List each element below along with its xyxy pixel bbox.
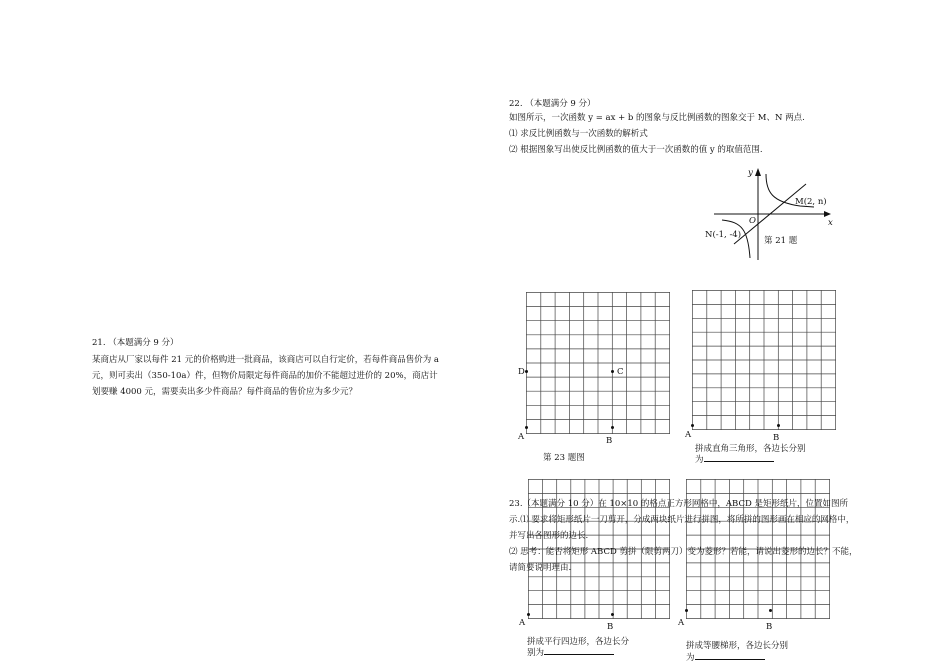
y-axis-label: y bbox=[748, 168, 753, 178]
grid-2-task-line2: 为 bbox=[695, 452, 774, 467]
point-a bbox=[525, 426, 528, 429]
point-d bbox=[525, 370, 528, 373]
q23-text: 23.（本题满分 10 分）在 10×10 的格点正方形网格中，ABCD 是矩形纸片，位置如图所示.⑴ 要求将矩形纸片一刀剪开，分成两块纸片进行拼图，将所拼的图形画在相应的网格中，并写出各图形的边长. bbox=[509, 499, 855, 541]
grid-1 bbox=[526, 292, 670, 434]
label-d: D bbox=[518, 367, 525, 377]
grid-2-task: 拼成直角三角形，各边长分别 bbox=[695, 444, 806, 454]
point-b bbox=[777, 424, 780, 427]
grid-2 bbox=[692, 290, 836, 430]
grid-caption: 第 23 题图 bbox=[543, 453, 585, 463]
q22-title: 22. （本题满分 9 分） bbox=[509, 99, 596, 109]
point-b bbox=[769, 609, 772, 612]
point-m-label: M(2, n) bbox=[795, 197, 827, 207]
point-a bbox=[685, 609, 688, 612]
answer-blank bbox=[544, 645, 614, 655]
label-b: B bbox=[607, 622, 614, 632]
label-a: A bbox=[519, 618, 526, 628]
grid-3-task-line2: 别为 bbox=[527, 645, 614, 660]
point-a bbox=[527, 613, 530, 616]
q22-line2: ⑴ 求反比例函数与一次函数的解析式 bbox=[509, 129, 648, 139]
q22-line1: 如图所示，一次函数 y = ax + b 的图象与反比例函数的图象交于 M、N 两点. bbox=[509, 113, 805, 123]
origin-label: O bbox=[749, 216, 756, 226]
label-b: B bbox=[606, 436, 613, 446]
label-b: B bbox=[773, 433, 780, 443]
label-a: A bbox=[518, 432, 525, 442]
answer-blank bbox=[695, 650, 765, 660]
grid-4-task: 拼成等腰梯形，各边长分别 bbox=[686, 641, 789, 651]
point-a bbox=[691, 424, 694, 427]
answer-blank bbox=[704, 452, 774, 462]
x-axis-label: x bbox=[828, 218, 833, 228]
q21-title: 21. （本题满分 9 分） bbox=[92, 338, 179, 348]
grid-3-task: 拼成平行四边形，各边长分 bbox=[527, 637, 630, 647]
point-c bbox=[611, 370, 614, 373]
function-graph bbox=[700, 162, 850, 270]
q21-body: 某商店从厂家以每件 21 元的价格购进一批商品，该商店可以自行定价，若每件商品售价为 a 元，则可卖出（350-10a）件，但物价局限定每件商品的加价不能超过进价的 20%，商店计划要赚 4000 元，需要卖出多少件商品？每件商品的售价应为多少元？ bbox=[92, 355, 439, 397]
grid-4-task-line2: 为 bbox=[686, 650, 765, 665]
label-a: A bbox=[685, 430, 692, 440]
label-a: A bbox=[678, 618, 685, 628]
point-b bbox=[611, 426, 614, 429]
q22-line3: ⑵ 根据图象写出使反比例函数的值大于一次函数的值 y 的取值范围. bbox=[509, 145, 763, 155]
figure-caption: 第 21 题 bbox=[764, 236, 798, 246]
point-n-label: N(-1, -4) bbox=[705, 230, 742, 240]
label-c: C bbox=[617, 367, 624, 377]
point-b bbox=[611, 613, 614, 616]
label-b: B bbox=[766, 622, 773, 632]
q23-part2: ⑵ 思考：能否将矩形 ABCD 剪拼（限剪两刀）变为菱形？若能，请说出菱形的边长？不能，请简要说明理由. bbox=[509, 547, 858, 573]
